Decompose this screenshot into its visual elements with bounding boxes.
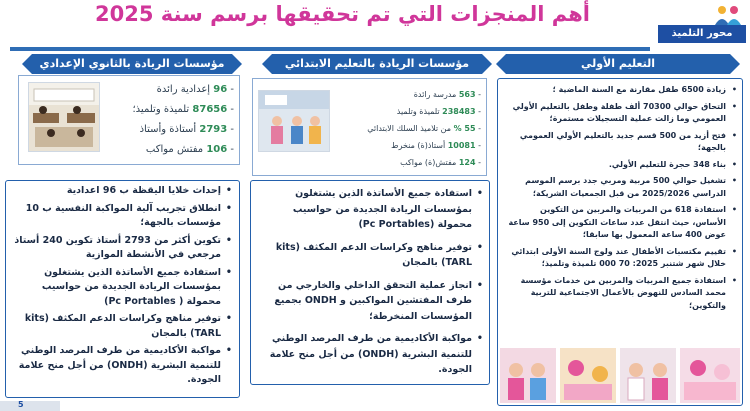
stat-item: - 96 إعدادية رائدة xyxy=(156,84,234,95)
achievement-item: • استفادة 618 من المربيات والمربين من التكوين الأساس، حيث انتقل عدد ساعات التكوين إلى 950 ساعة عوض 400 ساعة المعمول بها سابقا؛ xyxy=(505,204,737,242)
achievement-item: • انجاز عملية التحقق الداخلي والخارجي من طرف المفتشين المواكبين و ONDH بجميع المؤسسات المنخرطة؛ xyxy=(258,278,483,325)
preschool-achievements xyxy=(505,84,737,316)
stat-item: - 2793 أستاذة وأستاذ xyxy=(139,124,234,135)
axis-tag xyxy=(656,1,750,46)
preschool-photos xyxy=(500,348,740,403)
achievement-item: • توفير مناهج وكراسات الدعم المكثف (kits TARL) بالمجان xyxy=(14,312,232,341)
achievement-item: • مواكبة الأكاديمية من طرف المرصد الوطني للتنمية البشرية (ONDH) من أجل منح علامة الجودة. xyxy=(258,331,483,378)
title-underline xyxy=(10,47,650,51)
secondary-achievements xyxy=(14,184,232,391)
primary-stats xyxy=(335,86,481,171)
stat-item: - 124 مفتش(ة) مواكب xyxy=(400,158,481,167)
achievement-item: • انطلاق تجريب آلية المواكبة النفسية ب 10 مؤسسات بالجهة؛ xyxy=(14,202,232,231)
secondary-stats xyxy=(100,80,234,160)
students-icon xyxy=(713,3,743,27)
achievement-item: • إحداث خلايا اليقظة ب 96 اعدادية xyxy=(14,184,232,199)
page-number: 5 xyxy=(18,400,24,409)
footer-band xyxy=(0,401,60,411)
achievement-item: • استفادة جميع الأساتذة الذين يشتغلون بمؤسسات الريادة الجديدة من حواسيب محمولة (Pc Portables) xyxy=(258,186,483,233)
stat-item: - 10081 أستاذ(ة) منخرط xyxy=(391,141,481,150)
stat-item: - 563 مدرسة رائدة xyxy=(413,90,481,99)
achievement-item: • تشغيل حوالي 500 مربية ومربي جدد برسم الموسم الدراسي 2025/2026 من قبل الجمعيات الشريكة؛ xyxy=(505,175,737,200)
achievement-item: • تكوين أكثر من 2793 أستاذ تكوين 240 أستاذ مرجعي في الأنشطة الموازية xyxy=(14,234,232,263)
achievement-item: • التحاق حوالي 70300 ألف طفلة وطفل بالتعليم الأولي العمومي وما زالت عملية التسجيلات مستمرة؛ xyxy=(505,101,737,126)
achievement-item: • زيادة 6500 طفل مقارنة مع السنة الماضية ؛ xyxy=(505,84,737,97)
axis-tag-label: محور التلميذ xyxy=(658,25,746,43)
stat-item: - 55 % من تلاميذ السلك الابتدائي xyxy=(367,124,481,133)
stat-item: - 106 مفتش مواكب xyxy=(145,144,234,155)
classroom-photo xyxy=(28,82,100,152)
stat-item: - 87656 تلميذة وتلميذ؛ xyxy=(132,104,234,115)
page-title: أهم المنجزات التي تم تحقيقها برسم سنة 2025 xyxy=(95,2,590,26)
primary-achievements xyxy=(258,186,483,385)
primary-panel-header: مؤسسات الريادة بالتعليم الابتدائي xyxy=(272,54,482,74)
achievement-item: • استفادة جميع الأساتذة الذين يشتغلون بمؤسسات الريادة الجديدة من حواسيب محمولة ( Pc Portables) xyxy=(14,266,232,310)
achievement-item: • فتح أزيد من 500 قسم جديد بالتعليم الأولي العمومي بالجهة؛ xyxy=(505,130,737,155)
secondary-panel-header: مؤسسات الريادة بالثانوي الإعدادي xyxy=(32,54,232,74)
achievement-item: • توفير مناهج وكراسات الدعم المكثف (kits TARL) بالمجان xyxy=(258,240,483,271)
stat-item: - 238483 تلميذة وتلميذ xyxy=(396,107,481,116)
preschool-panel-header: التعليم الأولي xyxy=(506,54,730,74)
achievement-item: • مواكبة الأكاديمية من طرف المرصد الوطني للتنمية البشرية (ONDH) من أجل منح علامة الجودة. xyxy=(14,344,232,388)
achievement-item: • استفادة جميع المربيات والمربين من خدمات مؤسسة محمد السادس للنهوض بالأعمال الاجتماعية للتربية والتكوين؛ xyxy=(505,275,737,313)
achievement-item: • تقييم مكتسبات الأطفال عند ولوج السنة الأولى ابتدائي خلال شهر شتنبر 2025: 70 000 تلميذة وتلميذ؛ xyxy=(505,246,737,271)
achievement-item: • بناء 348 حجرة للتعليم الأولي. xyxy=(505,159,737,172)
primary-classroom-photo xyxy=(258,90,330,152)
